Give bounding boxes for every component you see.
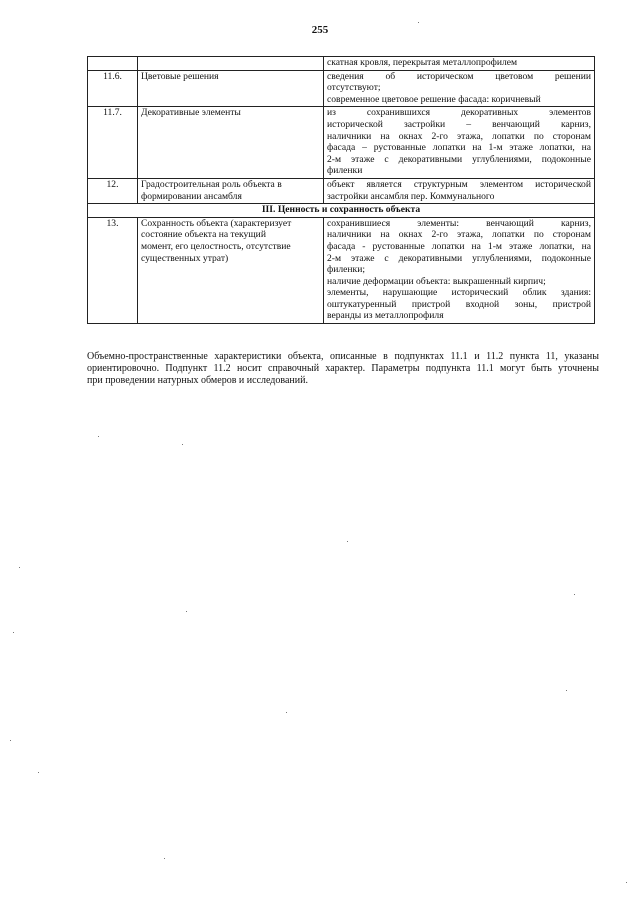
table-cell-name (138, 57, 324, 71)
table-cell-line: наличники на окнах 2-го этажа, лопатки по сторонам (327, 130, 591, 142)
table-cell-line: Сохранность объекта (характеризует (141, 217, 292, 229)
scan-speck (19, 567, 20, 568)
table-row-11-6 (88, 70, 595, 107)
table-cell-line: наличие деформации объекта: выкрашенный кирпич; (327, 275, 546, 287)
scan-speck (164, 858, 165, 859)
table-cell-line: веранды из металлопрофиля (327, 310, 444, 322)
table-cell-line: сведения об историческом цветовом решении (327, 70, 591, 82)
scan-speck (186, 611, 187, 612)
scan-speck (38, 772, 39, 773)
footnote-line: ориентировочно. Подпункт 11.2 носит справочный характер. Параметры подпункта 11.1 могут быть уточнены (87, 363, 599, 375)
table-cell-num: 11.6. (88, 70, 138, 107)
object-characteristics-table (87, 56, 595, 324)
scan-speck (182, 444, 183, 445)
table-cell-line: элементы, нарушающие исторический облик здания: (327, 287, 591, 299)
table-cell-line: из сохранившихся декоративных элементов (327, 107, 591, 119)
footnote-line: при проведении натурных обмеров и исследований. (87, 375, 308, 387)
table-row-continuation (88, 57, 595, 71)
table-cell-line: исторической застройки – венчающий карниз, (327, 118, 591, 130)
table-cell-line: наличники на окнах 2-го этажа, лопатки по сторонам (327, 229, 591, 241)
scan-speck (626, 882, 627, 883)
table-cell-value (324, 107, 595, 179)
table-cell-name (138, 217, 324, 323)
table-cell-line: 2-м этаже с декоративными углублениями, подоконные (327, 252, 591, 264)
table-cell-line: 2-м этаже с декоративными углублениями, подоконные (327, 153, 591, 165)
table-cell-line: оштукатуренный пристрой входной зоны, пристрой (327, 298, 591, 310)
table-cell-line: момент, его целостность, отсутствие (141, 240, 291, 252)
table-cell-line: фасада - рустованные лопатки на 1-м этаже лопатки, на (327, 240, 591, 252)
table-cell-line: фасада – рустованные лопатки на 1-м этаже лопатки, на (327, 142, 591, 154)
table-cell-line: современное цветовое решение фасада: коричневый (327, 93, 541, 105)
table-cell-line: сохранившиеся элементы: венчающий карниз, (327, 217, 591, 229)
scan-speck (286, 712, 287, 713)
table-cell-line: застройки ансамбля пер. Коммунального (327, 190, 495, 202)
table-section-row (88, 204, 595, 218)
table-cell-line: объект является структурным элементом исторической (327, 178, 591, 190)
table-cell-name: Цветовые решения (138, 70, 324, 107)
section-title: III. Ценность и сохранность объекта (88, 204, 595, 218)
table-cell-line: филенки (327, 165, 363, 177)
table-cell-line: филенки; (327, 264, 365, 276)
scan-speck (98, 436, 99, 437)
table-cell-num: 13. (88, 217, 138, 323)
table-cell-value (324, 70, 595, 107)
scan-speck (13, 632, 14, 633)
table-cell-num (88, 57, 138, 71)
table-cell-num: 12. (88, 178, 138, 203)
footnote-line: Объемно-пространственные характеристики объекта, описанные в подпунктах 11.1 и 11.2 пункта 11, указаны (87, 351, 599, 362)
scan-speck (418, 22, 419, 23)
table-row-13 (88, 217, 595, 323)
table-cell-line: Градостроительная роль объекта в (141, 178, 282, 190)
table-cell-line: отсутствуют; (327, 82, 381, 94)
scan-speck (574, 594, 575, 595)
scan-speck (10, 740, 11, 741)
table-cell-text: скатная кровля, перекрытая металлопрофилем (327, 57, 518, 68)
page-number: 255 (311, 24, 329, 36)
table-cell-num: 11.7. (88, 107, 138, 179)
scan-speck (347, 541, 348, 542)
table-cell-name (138, 178, 324, 203)
footnote-paragraph (87, 351, 599, 388)
table-cell-name: Декоративные элементы (138, 107, 324, 179)
table-cell-line: существенных утрат) (141, 252, 229, 264)
table-cell-value (324, 217, 595, 323)
table-row-11-7 (88, 107, 595, 179)
scan-speck (566, 690, 567, 691)
table-cell-value (324, 178, 595, 203)
table-cell-line: формировании ансамбля (141, 190, 242, 202)
table-cell-value (324, 57, 595, 71)
table-row-12 (88, 178, 595, 203)
table-cell-line: состояние объекта на текущий (141, 229, 266, 241)
